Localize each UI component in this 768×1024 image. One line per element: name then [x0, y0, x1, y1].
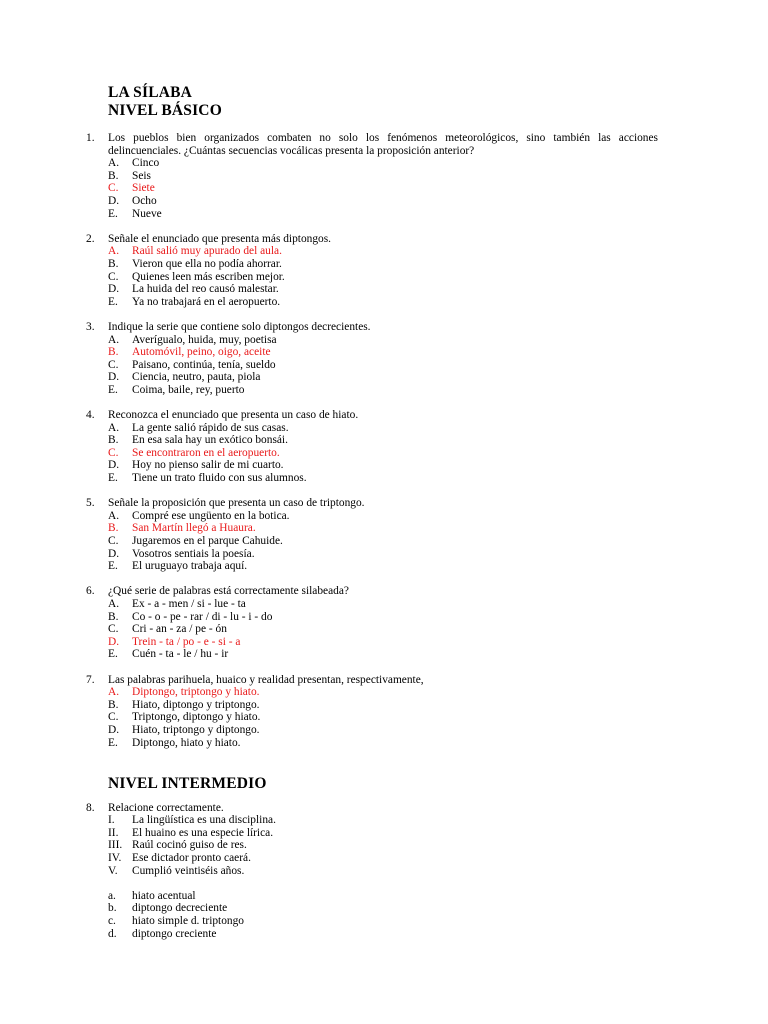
question-block	[0, 409, 768, 497]
correct-option	[0, 686, 768, 699]
spacer	[0, 308, 768, 321]
answer-option	[0, 208, 768, 221]
question-block	[0, 233, 768, 321]
option-letter: D.	[108, 283, 120, 296]
option-letter: D.	[108, 723, 120, 736]
option-text: Siete	[132, 182, 155, 195]
answer-option	[0, 724, 768, 737]
option-text: Cuén - ta - le / hu - ir	[132, 648, 229, 661]
question-number: 8.	[86, 801, 95, 814]
spacer	[0, 220, 768, 233]
option-letter: E.	[108, 560, 118, 573]
match-option	[0, 928, 768, 941]
answer-option	[0, 271, 768, 284]
option-text: Averígualo, huida, muy, poetisa	[132, 333, 277, 346]
option-text: Coima, baile, rey, puerto	[132, 383, 245, 396]
question-8	[0, 802, 768, 941]
answer-option	[0, 560, 768, 573]
option-letter: A.	[108, 686, 120, 699]
question-row	[0, 674, 768, 687]
answer-option	[0, 371, 768, 384]
answer-option	[0, 459, 768, 472]
answer-option	[0, 334, 768, 347]
question-number: 2.	[86, 232, 95, 245]
answer-option	[0, 296, 768, 309]
statement-numeral: I.	[108, 814, 115, 827]
option-letter: D.	[108, 459, 120, 472]
option-text: La huida del reo causó malestar.	[132, 283, 279, 296]
match-option	[0, 915, 768, 928]
statement-numeral: III.	[108, 839, 123, 852]
statement-text: Ese dictador pronto caerá.	[132, 852, 251, 865]
answer-option	[0, 611, 768, 624]
option-text: Hiato, triptongo y diptongo.	[132, 723, 260, 736]
option-letter: A.	[108, 597, 120, 610]
option-text: Automóvil, peino, oigo, aceite	[132, 346, 271, 359]
section-heading-basic: NIVEL BÁSICO	[108, 102, 222, 119]
statement-numeral: V.	[108, 864, 118, 877]
option-text: Compré ese ungüento en la botica.	[132, 509, 290, 522]
question-text: ¿Qué serie de palabras está correctamente silabeada?	[108, 585, 349, 598]
option-letter: C.	[108, 623, 119, 636]
option-text: Vieron que ella no podía ahorrar.	[132, 257, 282, 270]
match-option	[0, 902, 768, 915]
option-letter: B.	[108, 610, 119, 623]
question-row	[0, 132, 768, 157]
match-text: hiato acentual	[132, 889, 196, 902]
option-letter: A.	[108, 421, 120, 434]
match-text: diptongo creciente	[132, 927, 217, 940]
statement-item	[0, 852, 768, 865]
option-text: Cri - an - za / pe - ón	[132, 623, 227, 636]
question-text: Los pueblos bien organizados combaten no solo los fenómenos meteorológicos, sino también las acciones delincuenciales. ¿Cuántas secuencias vocálicas presenta la proposición anterior?	[108, 132, 658, 157]
spacer	[0, 396, 768, 409]
option-letter: D.	[108, 635, 120, 648]
question-block	[0, 497, 768, 585]
option-letter: C.	[108, 182, 119, 195]
option-text: Hiato, diptongo y triptongo.	[132, 698, 260, 711]
statement-item	[0, 814, 768, 827]
option-letter: C.	[108, 535, 119, 547]
question-number: 6.	[86, 585, 95, 598]
option-letter: B.	[108, 522, 119, 535]
option-text: Vosotros sentiais la poesía.	[132, 547, 255, 560]
option-text: Diptongo, hiato y hiato.	[132, 736, 241, 749]
option-text: Diptongo, triptongo y hiato.	[132, 686, 260, 699]
answer-option	[0, 434, 768, 447]
statement-numeral: II.	[108, 826, 119, 839]
question-row	[0, 802, 768, 815]
option-letter: C.	[108, 358, 119, 371]
answer-option	[0, 283, 768, 296]
option-text: San Martín llegó a Huaura.	[132, 522, 256, 535]
option-text: Hoy no pienso salir de mi cuarto.	[132, 459, 284, 472]
option-text: Tiene un trato fluido con sus alumnos.	[132, 472, 307, 485]
answer-option	[0, 170, 768, 183]
correct-option	[0, 245, 768, 258]
answer-option	[0, 472, 768, 485]
option-text: Ex - a - men / si - lue - ta	[132, 597, 246, 610]
option-text: Trein - ta / po - e - si - a	[132, 635, 241, 648]
statement-text: Cumplió veintiséis años.	[132, 864, 245, 877]
question-text: Reconozca el enunciado que presenta un caso de hiato.	[108, 409, 359, 422]
statement-numeral: IV.	[108, 852, 122, 865]
question-block	[0, 585, 768, 673]
spacer	[0, 573, 768, 586]
option-text: La gente salió rápido de sus casas.	[132, 421, 289, 434]
option-letter: A.	[108, 509, 120, 522]
match-text: hiato simple d. triptongo	[132, 915, 244, 928]
question-text: Relacione correctamente.	[108, 801, 224, 814]
option-letter: E.	[108, 295, 118, 308]
answer-option	[0, 422, 768, 435]
correct-option	[0, 522, 768, 535]
option-text: Jugaremos en el parque Cahuide.	[132, 535, 283, 547]
question-row	[0, 409, 768, 422]
option-text: Quienes leen más escriben mejor.	[132, 270, 285, 283]
option-letter: E.	[108, 472, 118, 485]
correct-option	[0, 182, 768, 195]
option-text: Cinco	[132, 157, 160, 170]
question-text: Indique la serie que contiene solo diptongos decrecientes.	[108, 320, 371, 333]
option-letter: B.	[108, 346, 119, 359]
question-list	[0, 132, 768, 762]
option-text: Nueve	[132, 207, 162, 220]
option-text: En esa sala hay un exótico bonsái.	[132, 434, 288, 447]
question-number: 3.	[86, 320, 95, 333]
match-letter: a.	[108, 889, 116, 902]
answer-option	[0, 359, 768, 372]
option-letter: E.	[108, 648, 118, 661]
option-letter: B.	[108, 434, 119, 447]
question-row	[0, 585, 768, 598]
question-number: 5.	[86, 497, 95, 510]
option-letter: A.	[108, 333, 120, 346]
question-row	[0, 321, 768, 334]
option-letter: A.	[108, 157, 120, 170]
option-text: Ocho	[132, 194, 157, 207]
correct-option	[0, 346, 768, 359]
option-letter: D.	[108, 194, 120, 207]
correct-option	[0, 447, 768, 460]
match-text: diptongo decreciente	[132, 902, 228, 915]
option-letter: E.	[108, 207, 118, 220]
answer-option	[0, 623, 768, 636]
spacer	[0, 661, 768, 674]
option-letter: C.	[108, 711, 119, 724]
answer-option	[0, 195, 768, 208]
answer-option	[0, 510, 768, 523]
question-number: 4.	[86, 409, 95, 422]
answer-option	[0, 157, 768, 170]
answer-option	[0, 535, 768, 548]
option-letter: C.	[108, 270, 119, 283]
question-text: Señale la proposición que presenta un caso de triptongo.	[108, 497, 365, 510]
statement-text: El huaino es una especie lírica.	[132, 826, 274, 839]
question-row	[0, 497, 768, 510]
option-text: Co - o - pe - rar / di - lu - i - do	[132, 610, 273, 623]
answer-option	[0, 598, 768, 611]
match-letter: d.	[108, 927, 117, 940]
option-text: Raúl salió muy apurado del aula.	[132, 245, 282, 258]
answer-option	[0, 737, 768, 750]
answer-option	[0, 548, 768, 561]
question-block	[0, 674, 768, 762]
question-block	[0, 132, 768, 233]
correct-option	[0, 636, 768, 649]
option-text: El uruguayo trabaja aquí.	[132, 560, 248, 573]
option-letter: E.	[108, 736, 118, 749]
option-letter: B.	[108, 169, 119, 182]
answer-option	[0, 384, 768, 397]
match-letter: b.	[108, 902, 117, 915]
statement-item	[0, 865, 768, 878]
question-block	[0, 321, 768, 409]
question-number: 1.	[86, 132, 95, 144]
statement-text: La lingüística es una disciplina.	[132, 814, 276, 827]
option-text: Paisano, continúa, tenía, sueldo	[132, 358, 276, 371]
answer-option	[0, 648, 768, 661]
answer-option	[0, 699, 768, 712]
option-letter: D.	[108, 547, 120, 560]
statement-text: Raúl cocinó guiso de res.	[132, 839, 247, 852]
match-letter: c.	[108, 915, 116, 928]
option-letter: B.	[108, 257, 119, 270]
question-text: Señale el enunciado que presenta más diptongos.	[108, 232, 332, 245]
spacer	[0, 877, 768, 890]
option-letter: A.	[108, 245, 120, 258]
statement-item	[0, 827, 768, 840]
spacer	[0, 485, 768, 498]
option-letter: B.	[108, 698, 119, 711]
section-heading-intermediate: NIVEL INTERMEDIO	[108, 774, 267, 792]
option-text: Seis	[132, 169, 151, 182]
question-row	[0, 233, 768, 246]
answer-option	[0, 258, 768, 271]
question-number: 7.	[86, 673, 95, 686]
document-title: LA SÍLABA	[108, 84, 193, 101]
match-option	[0, 890, 768, 903]
option-text: Ciencia, neutro, pauta, piola	[132, 371, 261, 384]
option-text: Ya no trabajará en el aeropuerto.	[132, 295, 281, 308]
answer-option	[0, 711, 768, 724]
option-text: Se encontraron en el aeropuerto.	[132, 446, 280, 459]
option-letter: E.	[108, 383, 118, 396]
statement-item	[0, 839, 768, 852]
option-letter: C.	[108, 446, 119, 459]
option-text: Triptongo, diptongo y hiato.	[132, 711, 261, 724]
option-letter: D.	[108, 371, 120, 384]
question-text: Las palabras parihuela, huaico y realidad presentan, respectivamente,	[108, 673, 424, 686]
spacer	[0, 749, 768, 762]
